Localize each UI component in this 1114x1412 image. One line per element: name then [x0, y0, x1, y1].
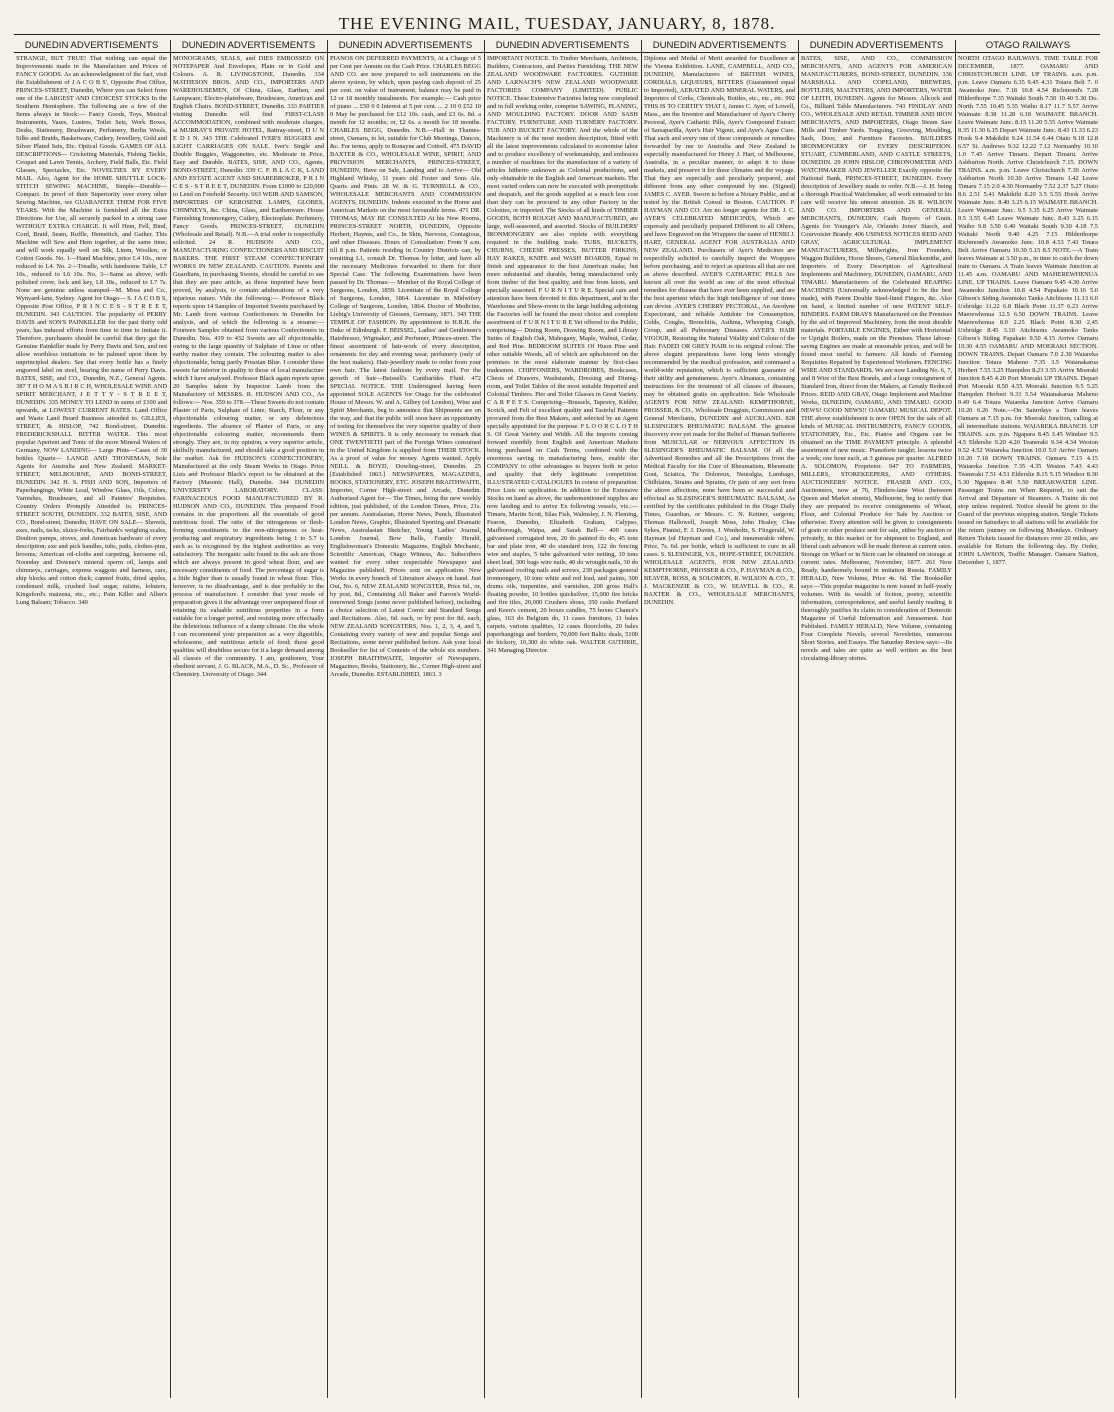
column-heading: OTAGO RAILWAYS [985, 40, 1071, 51]
heading-rule [14, 52, 1100, 53]
column-text: IMPORTANT NOTICE. To Timber Merchants, Architects, Builders, Contractors, and Parties Furnishing. THE NEW ZEALAND WOODWARE FACTORIES. GUTHRIE AND LARNACH'S NEW ZEALAND WOODWARE FACTORIES COMPANY (LIMITED). PUBLIC NOTICE. These Extensive Factories being now completed and in full working order, comprise SAWING, PLANING, AND MOULDING FACTORY. DOOR AND SASH FACTORY. FURNITURE AND TURNERY FACTORY. TUB AND BUCKET FACTORY. And the whole of the Machinery is of the most modern description, fitted with all the latest improvements calculated to economise labor and to produce excellency of workmanship, and embraces a number of machines for the manufacture of a variety of articles hitherto unknown as Colonial productions, and only obtainable in the English and American markets. The most varied orders can now be executed with promptitude and despatch, and the goods supplied at a much less cost than they can be procured in any other Factory in the Colonies, or imported. The Stocks of all kinds of TIMBER GOODS, BOTH ROUGH AND MANUFACTURED, are large, well-seasoned, and assorted. Stocks of BUILDERS' IRONMONGERY are also replete with everything required in the building trade. TUBS, BUCKETS, CHURNS, CHEESE PRESSES, BUTTER FIRKINS, HAY RAKES, KNIFE and WASH BOARDS, Equal in finish and appearance to the best American make, but more substantial and durable, being manufactured only from timber of the best quality, and free from knots, and specially seasoned. F U R N I T U R E. Special care and attention have been devoted to this department, and in the Warehouse and Show-room in the large building adjoining the Factories will be found the most choice and complete assortment of F U R N I T U R E Yet offered to the Public, comprising— Dining Room, Drawing Room, and Library Suites of English Oak, Mahogany, Maple, Walnut, Cedar, and Red Pine. BEDROOM SUITES Of Huon Pine and other suitable Woods, all of which are upholstered on the premises in the most elaborate manner by first-class tradesmen. CHIFFONIERS, WARDROBES, Bookcases, Chests of Drawers, Washstands, Dressing and Dining-room, and Toilet Tables of the most suitable Imported and Colonial Timbers. Pier and Toilet Glasses in Great Variety. C A R P E T S. Comprising—Brussels, Tapestry, Kidder, Scotch, and Felt of excellent quality and Tasteful Patterns procured from the Best Makers, and selected by an Agent specially appointed for the purpose. F L O O R C L O T H S. Of Great Variety and Width. All the imports coming forward monthly from English and American Markets being purchased on Cash Terms, combined with the enormous saving in manufacturing here, enable the COMPANY to offer advantages to buyers both in price and quality that defy legitimate competition. ILLUSTRATED CATALOGUES In course of preparation. Price Lists on application. In addition to the Extensive Stocks on hand as above, the undermentioned supplies are now landing and to arrive Ex following vessels, viz.:— Timaru, Martin Scott, Silas Fish, Walmsley, J. N. Fleming, Fearon, Dunedin, Elizabeth Graham, Calypso, Marlborough, Waipa, and Sarah Bell— 400 cases galvanised corrugated iron, 20 do painted do do, 45 tons bar and plate iron, 40 do standard iron, 122 do fencing wire and staples, 5 tube galvanised wire netting, 10 tons sheet lead, 300 bags wire nails, 40 do wrought nails, 30 do galvanised roofing nails and screws, 230 packages general ironmongery, 10 tons white and red lead, and paints, 300 drums oils, turpentine, and varnishes, 200 gross Hall's floating powder, 10 bottles quicksilver, 15,000 fire bricks and fire tiles, 20,000 Crushers shoes, 350 casks Portland and Keen's cement, 20 boxes candles, 75 boxes Chance's glass, 163 do Belgium do, 11 cases furniture, 11 bales carpets, various qualities, 12 cases floorcloths, 20 bales paperhangings and borders, 70,000 feet Baltic deals, 5100 do hickory, 10,300 do white oak. WALTER GUTHRIE, 341 Managing Director. [487, 55, 638, 654]
column-heading: DUNEDIN ADVERTISEMENTS [24, 40, 159, 51]
column-1 [14, 40, 169, 1396]
column-heading: DUNEDIN ADVERTISEMENTS [652, 40, 787, 51]
column-7 [956, 40, 1100, 1396]
column-text: BATES, SISE, AND CO., COMMISSION MERCHANTS, AND AGENTS FOR AMERICAN MANUFACTURERS, BOND-STREET, DUNEDIN. 336 MARSHALL AND COPELAND, BREWERS, BOTTLERS, MALTSTERS, AND IMPORTERS, WATER OF LEITH, DUNEDIN. Agents for Messrs. Allcock and Co., Billiard Table Manufacturers. 743 FINDLAY AND CO., WHOLESALE AND RETAIL TIMBER AND IRON MERCHANTS, AND IMPORTERS, Otago Steam Saw Mills and Timber Yards. Tonguing, Grooving, Moulding, Sash, Door, and Furniture Factories. BUILDERS IRONMONGERY OF EVERY DESCRIPTION. STUART, CUMBERLAND, AND CASTLE STREETS, DUNEDIN. 29 JOHN HISLOP, CHRONOMETER AND WATCHMAKER AND JEWELLER Exactly opposite the National Bank, PRINCES-STREET, DUNEDIN. Every description of Jewellery made to order. N.B.—J. H. being a thorough Practical Watchmaker, all work entrusted to his care will receive his utmost attention. 26 R. WILSON AND CO. IMPORTERS AND GENERAL MERCHANTS, DUNEDIN. Cash Buyers of Grain. Agents for Younger's Ale, Orlando Jones' Starch, and Courvoisier Brandy. 406 USINESS NOTICES REID AND GRAY, AGRICULTURAL IMPLEMENT MANUFACTURERS, Millwrights, Iron Founders, Waggon Builders, Horse Shoers, General Blacksmiths, and Importers of Every Description of Agricultural Implements and Machinery, DUNEDIN, OAMARU, AND TIMARU. Manufacturers of the Celebrated REAPING MACHINES (Universally acknowledged to be the best made), with Patent Double Steel-lined Fingers, &c. Also on hand, a limited number of new PATENT SELF-BINDERS. FARM DRAYS Manufactured on the Premises by the aid of Improved Machinery, from the most durable materials. PORTABLE ENGINES, Either with Horizontal or Upright Boilers, made on the Premises. These labour-saving Engines are made at reasonable prices, and will be found most useful to farmers. All kinds of Farming Requisites Repaired by Experienced Workmen. FENCING WIRE AND STANDARDS. We are now Landing No. 6, 7, and 8 Wire of the Best Brands, and a large consignment of Standard Iron, direct from the Makers, at Greatly Reduced Prices. REID AND GRAY, Otago Implement and Machine Works, DUNEDIN, OAMARU, AND TIMARU. GOOD NEWS! GOOD NEWS!! OAMARU MUSICAL DEPOT. THE above establishment is now OPEN for the sale of all kinds of MUSICAL INSTRUMENTS, FANCY GOODS, STATIONERY, Etc., Etc. Pianos and Organs can be obtained on the TIME PAYMENT principle. A splendid assortment of new music. Pianoforte taught; lessons twice a week; one hour each, at 3 guineas per quarter. ALFRED A. SOLOMON, Proprietor. 947 TO FARMERS, MILLERS, STOREKEEPERS, AND OTHERS. AUCTIONEERS' NOTICE. FRASER AND CO., Auctioneers, now at 76, Flinders-lane West (between Queen and Market streets), Melbourne, beg to notify that they are prepared to receive consignments of Wheat, Flour, and Colonial Produce for Sale by Auction or otherwise. Every attention will be given to consignments of grain or other produce sent for sale, either by auction or privately, in this market or for shipment to England, and liberal cash advances will be made thereon at current rates. Storage on Wharf or in Store can be obtained on storage at current rates. Melbourne, November, 1877. 261 Now Ready, handsomely bound in imitation Russia. FAMILY HERALD, New Volume, Price 4s. 6d. The Bookseller says:—This popular magazine is now issued in half-yearly volumes. With its wealth of fiction, poetry, scientific information, correspondence, and useful family reading, it thoroughly justifies its claim to consideration of Domestic Magazine of Useful Information and Amusement. Just Published. FAMILY HERALD, New Volume, containing Four Complete Novels, several Novelettes, numerous Short Stories, and Essays. The Saturday Review says:—Its novels and tales are quite as well written as the best circulating-library stories. [801, 55, 952, 662]
column-4 [485, 40, 640, 1396]
column-5 [642, 40, 797, 1396]
column-heading: DUNEDIN ADVERTISEMENTS [181, 40, 316, 51]
column-heading: DUNEDIN ADVERTISEMENTS [495, 40, 630, 51]
column-6 [799, 40, 954, 1396]
column-text: Diploma and Medal of Merit awarded for Excellence at the Vienna Exhibition. LANE, CAMPBELL, AND CO., DUNEDIN, Manufacturers of BRITISH WINES, CORDIALS, LIQUEURS, BITTERS (Guaranteed equal to Imported), AERATED AND MINERAL WATERS, and Importers of Corks, Chemicals, Bottles, etc., etc., etc. 992 THIS IS TO CERTIFY THAT I, James C. Ayer, of Lowell, Mass., am the Inventor and Manufacturer of Ayer's Cherry Pectoral, Ayer's Cathartic Pills, Ayer's Compound Extract of Sarsaparilla, Ayer's Hair Vigour, and Ayer's Ague Cure. That each and every one of these compounds or remedies forwarded by me to Australia and New Zealand is especially manufactured for Henry J. Hart, of Melbourne, Australia, in a peculiar manner, to adapt it to these markets, and preserve it for these climates and the voyage. That they are especially and peculiarly prepared, and different from any other compound by me. (Signed) JAMES C. AYER. Sworn to before a Notary Public, and at tested by the British Consul in Boston. CAUTION. P. HAYMAN AND CO. Are no longer agents for DR. J. C. AYER'S CELEBRATED MEDICINES, Which are expressly and peculiarly prepared Different to all Others, and have Engraved on the Wrappers the name of HENRI J. HART, GENERAL AGENT FOR AUSTRALIA AND NEW ZEALAND. Purchasers of Ayer's Medicines are respectfully solicited to carefully inspect the Wrappers before purchasing, and to reject as spurious all that are not as above described. AYER'S CATHARTIC PILLS Are known all over the world as one of the most effectual remedies for disease that have ever been supplied, and are the best aperient which the high intelligence of our times can devise. AYER'S CHERRY PECTORAL, An Anodyne Expectorant, and reliable Antidote for Consumption, Colds, Coughs, Bronchitis, Asthma, Whooping Cough, Croup, and all Pulmonary Diseases. AYER'S HAIR VIGOUR, Restoring the Natural Vitality and Colour of the Hair. FADED OR GREY HAIR to its original colour. The above elegant preparations have long been strongly recommended by the medical profession, and command a world-wide reputation, which is sufficient guarantee of their utility and genuineness. Ayer's Almanacs, containing instructions for the treatment of all classes of diseases, may be obtained gratis on application. Sole Wholesale AGENTS FOR NEW ZEALAND: KEMPTHORNE, PROSSER, & CO., Wholesale Druggists, Commission and General Merchants, DUNEDIN and AUCKLAND. 828 SLESINGER'S RHEUMATIC BALSAM. The greatest discovery ever yet made for the Relief of Human Sufferers from MUSCULAR or NERVOUS AFFECTION IS SLESINGER'S RHEUMATIC BALSAM. Of all the Advertised Remedies and all the Prescriptions from the Medical Faculty for the Cure of Rheumatism, Rheumatic Gout, Sciatica, Tic Doloreux, Neuralgia, Lumbago, Chilblains, Strains and Sprains, Or pain of any sort from the above affections, none have been so successful and effectual as SLESINGER'S RHEUMATIC BALSAM, As certified by the certificates published in the Otago Daily Times, Guardian, or Messrs. C. N. Kettner, surgeon; Thomas Hallowell, Joseph Moss, John Healey, Chas Sykes, Pianist; F. J. Davies, J. Wenholtz, S. Fitzgerald, W. Hayman (of Hayman and Co.), and innumerable others. Price, 7s. 6d. per bottle, which is sufficient to cure in all cases. S. SLESINGER, V.S., HOPE-STREET, DUNEDIN. WHOLESALE AGENTS, FOR NEW ZEALAND: KEMPTHORNE, PROSSER & CO., P. HAYMAN & CO., BEAVER, ROSS, & SOLOMON, R. WILSON & CO., T. J. MACKENZIE & CO., W. SEAVELL & CO., R. BAXTER & CO., WHOLESALE MERCHANTS, DUNEDIN. [644, 55, 795, 606]
column-text: PIANOS ON DEFERRED PAYMENTS, At a Charge of 5 per Cent per Annum on the Cash Price. CHARLES BEGG AND CO. are now prepared to sell instruments on the above system, by which, upon paying cash deposit of 25 per cent. on value of instrument, balance may be paid in 12 or 18 monthly instalments. For example:— Cash price of piano ... £50 0 0 Interest at 5 per cent. ... 2 10 0 £52 10 0 May be purchased for £12 10s. cash, and £3 6s. 8d. a month for 12 months; or, £2 6s. a month for 18 months. CHARLES BEGG, Dunedin. N.B.—Hall in Thames-street, Oamaru, to let, suitable for Club Meetings, Dances, &c. For terms, apply to Ronayne and Cottrell. 475 DAVID BAXTER & CO., WHOLESALE WINE, SPIRIT, AND PROVISION MERCHANTS, PRINCES-STREET, DUNEDIN, Have on Sale, Landing and to Arrive— Old Highland Whisky, 11 years old Foster and Sons Ale, Quarts and Pints. 28 W. & G. TURNBULL & CO., WHOLESALE MERCHANTS AND COMMISSION AGENTS, DUNEDIN. Indents executed in the Home and American Markets on the most favourable terms. 471 DR. THOMAS, MAY BE CONSULTED At his New Rooms, PRINCES-STREET NORTH, DUNEDIN, Opposite Herbert, Haynes, and Co., In Skin, Nervous, Contagious, and other Diseases. Hours of Consultation: From 9 a.m. till 8 p.m. Patients residing in Country Districts can, by remitting L1, consult Dr. Thomas by letter, and have all the necessary Medicines forwarded to them for their Special Case. The following Examinations have been passed by Dr. Thomas:— Member of the Royal College of Surgeons, London, 1859. Licentiate of the Royal College of Surgeons, London, 1864. Licentiate in Midwifery College of Surgeons, London, 1864. Doctor of Medicine, Liebig's University of Giessen, Germany, 1871. 343 THE TEMPLE OF FASHION. By appointment to H.R.H. the Duke of Edinburgh. F. BEISSEL, Ladies' and Gentlemen's Hairdresser, Wigmaker, and Perfumer, Princes-street. The finest assortment of hair-work of every description, ornaments for day and evening wear, perfumery (only of the best makers). Hair-jewellery made to order from your own hair. The latest fashions by every mail. For the growth of hair—Beissell's Cantharides Fluid. 472 SPECIAL NOTICE. THE Undersigned having been appointed SOLE AGENTS for Otago for the celebrated House of Messrs. W. and A. Gilbey (of London), Wine and Spirit Merchants, beg to announce that Shipments are on the way, and that the public will soon have an opportunity of testing for themselves the very superior quality of their WINES & SPIRITS. It is only necessary to remark that ONE TWENTIETH part of the Foreign Wines consumed in the United Kingdom is supplied from THEIR STOCK. As a proof of value for money. Agents wanted. Apply NEILL & BOYD, Dowling-street, Dunedin. 25 [Established 1863.] NEWSPAPERS, MAGAZINES, BOOKS, STATIONERY, ETC. JOSEPH BRAITHWAITE, Importer, Corner High-street and Arcade, Dunedin. Authorised Agent for— The Times, being the new weekly edition, just published, of the London Times, Price, 21s. per annum. Australasian, Home News, Punch, Illustrated London News, Graphic, Illustrated Sporting and Dramatic News, Australasian Sketcher, Young Ladies' Journal, London Journal, Bow Bells, Family Herald, Englishwoman's Domestic Magazine, English Mechanic, Scientific American, Otago Witness, &c. Subscribers wanted for every other respectable Newspaper and Magazine published. Prices sent on application. New Works in every branch of Literature always on hand. Just Out, No. 6, NEW ZEALAND SONGSTER, Price 6d., or, by post, 8d., Containing All Baker and Farron's World-renowned Songs (some never published before), including a choice selection of Latest Comic and Standard Songs and Recitations. Also, 6d. each, or by post for 8d. each, NEW ZEALAND SONGSTERS, Nos. 1, 2, 3, 4, and 5, Containing every variety of new and popular Songs and Recitations, some never published before. Ask your local Bookseller for list of Contents of the whole six numbers. JOSEPH BRAITHWAITE, Importer of Newspapers, Magazines, Books, Stationery, &c., Corner High-street and Arcade, Dunedin. ESTABLISHED, 1863. 3 [330, 55, 481, 678]
column-3 [328, 40, 483, 1396]
column-text: MONOGRAMS, SEALS, and DIES EMBOSSED ON NOTEPAPER And Envelopes, Plain or in Gold and Colours. A. R. LIVINGSTONE, Dunedin. 334 MATHESON BROS. AND CO., IMPORTERS AND WAREHOUSEMEN, Of China, Glass, Earthen, and Lampware; Electro-platedware, Brushware, American and English Chairs. BOND-STREET, Dunedin. 333 PARTIES visiting Dunedin will find FIRST-CLASS ACCOMMODATION, combined with moderate charges, at MURRAY'S PRIVATE HOTEL, Rattray-street, D U N E D I N. 343 THE Celebrated IVER'S BUGGIES and LIGHT CARRIAGES ON SALE. Iver's Single and Double Buggies, Waggonettes, etc. Moderate in Price, Easy and Durable. BATES, SISE, AND CO., Agents, BOND-STREET, Dunedin. 339 C. F. B L A C K, LAND AND ESTATE AGENT AND SHAREBROKER, P R I N C E S - S T R E E T, DUNEDIN. From £1000 to £20,000 to Lend on Freehold Security. 663 WEIR AND SAMSON, IMPORTERS OF KEROSENE LAMPS, GLOBES, CHIMNEYS, &c. China, Glass, and Earthenware. House Furnishing Ironmongery, Cutlery, Electroplate. Perfumery, Fancy Goods. PRINCES-STREET, DUNEDIN (Wholesale and Retail). N.B.—A trial order is respectfully solicited. 24 R. HUDSON AND CO., MANUFACTURING CONFECTIONERS AND BISCUIT BAKERS. THE FIRST STEAM CONFECTIONERY WORKS IN NEW ZEALAND. CAUTION. Parents and Guardians, in purchasing Sweets, should be careful to see that they are pure article, as those imported have been proved, by analysis, to contain adulterations of a very injurious nature. Vide the following:— Professor Black reports upon 14 Samples of Imported Sweets purchased by Mr. Lamb from various Confectioners in Dunedin for analysis, and of which the following is a resume:— Fourteen Samples obtained from various Confectioners in Dunedin. Nos. 419 to 432 Sweets are all objectionable, owing to the large quantity of Sulphate of Lime or other earthy matter they contain. The colouring matter is also objectionable, being partly Prussian Blue. I consider these sweets far inferior in quality to those of local manufacture which I have analysed. Professor Black again reports upon 20 Samples taken by Inspector Lamb from the Manufactory of MESSRS. R. HUDSON AND CO., As follows:— Nos. 359 to 378.—These Sweets do not contain Plaster of Paris, Sulphate of Lime, Starch, Flour, or any objectionable colouring matter, or any deleterious ingredients. The absence of Plaster of Paris, or any objectionable colouring matter, recommends them strongly. They are, in my opinion, a very superior article, skilfully manufactured, and should take a good position in the market. Ask for HUDSON'S CONFECTIONERY, Manufactured at the only Steam Works in Otago. Price Lists and Professor Black's report to be obtained at the Factory (Masonic Hall), Dunedin. 344 DUNEDIN UNIVERSITY LABORATORY. CLASS: FARINACEOUS FOOD MANUFACTURED BY R. HUDSON AND CO., DUNEDIN. This prepared Food contains in due proportions all the essentials of good nutritious food. The ratio of the nitrogenous or flesh-forming constituents to the non-nitrogenous or heat-producing and respiratory ingredients being 1 to 5.7 is such as is recognised by the highest authorities as very satisfactory. The inorganic salts found in the ash are those which are always present in good wheat flour, and are necessary constituents of food. The percentage of sugar is a little higher than is usually found in wheat flour. This, however, is no disadvantage, and is due probably to the process of manufacture. I consider that your mode of preparation gives it the advantage over unprepared flour of retaining its valuable nutritious properties in a form suitable for a longer period, and resisting more effectually the deleterious influence of a damp climate. On the whole I can recommend your preparation as a very digestible, wholesome, and nutritious article of food; these good qualities will doubtless secure for it a large demand among all classes of the community. I am, gentlemen, Your obedient servant, J. G. BLACK, M.A., D. Sc., Professor of Chemistry. University of Otago. 344 [173, 55, 324, 678]
column-heading: DUNEDIN ADVERTISEMENTS [809, 40, 944, 51]
column-text: STRANGE, BUT TRUE! That nothing can equal the Improvements made in the Manufacture and Prices of FANCY GOODS. As an acknowledgment of the fact, visit the Establishment of J A C O B S', Opposite Post Office, PRINCES-STREET, Dunedin, Where you can Select from one of the LARGEST AND CHOICEST STOCKS In the Southern Hemisphere. The following are a few of the Items always in Stock:— Fancy Goods, Toys, Musical Instruments, Vases, Lustres, Toilet Sets, Work Boxes, Desks, Stationery, Brushware, Perfumery, Berlin Wools, Silks and Braids, Basketware, Cutlery, Jewellery, Gold and Silver Plated Sets, Etc. Optical Goods. GAMES OF ALL DESCRIPTIONS— Cricketing Materials, Fishing Tackle, Croquet and Lawn Tennis, Archery, Field Balls, Etc. Field Glasses, Spectacles, Etc. NOVELTIES BY EVERY MAIL. Also, Agent for the HOME SHUTTLE LOCK-STITCH SEWING MACHINE, Simple—Durable—Compact. In proof of their Superiority over every other Sewing Machine, we GUARANTEE THEM FOR FIVE YEARS. With the Machine is furnished all the Extra Directions for Use, all securely packed in a strong case WITHOUT EXTRA CHARGE. It will Hem, Fell, Bind, Cord, Braid, Seam, Ruffle, Hemstitch, and Gather. This Machine will Sew and Hem together, at the same time; and will work equally well on Silk, Linen, Woollen, or Cotton Goods. No. 1—Hand Machine, price L4 10s., now reduced to L4. No. 2—Treadle, with handsome Table, L7 10s., reduced to L6 10s. No. 3—Same as above, with polished cover, lock and key, L8 10s., reduced to L7 7s. None are genuine unless stamped—M. Moss and Co., Wynyard-lane, Sydney. Agent for Otago— S. J A C O B S, Opposite Post Office, P R I N C E S - S T R E E T, DUNEDIN. 343 CAUTION. The popularity of PERRY DAVIS and SON'S PAINKILLER for the past thirty odd years, has induced efforts from time to time to imitate it. Therefore, purchasers should be careful that they get the Genuine Painkiller made by Perry Davis and Son, and not allow worthless imitations to be palmed upon them by unprincipled dealers. See that every bottle has a finely engraved label on steel, bearing the name of Perry Davis. BATES, SISE, and CO., Dunedin, N.Z., General Agents. 387 T H O M A S B I R C H, WHOLESALE WINE AND SPIRIT MERCHANT, J E T T Y - S T R E E T, DUNEDIN. 335 MONEY TO LEND in sums of £100 and upwards, at LOWEST CURRENT RATES. Land Office and Waste Land Board Business attended to. GILLIES, STREET, & HISLOP, 742 Bond-street, Dunedin. FREDERICKSHALL BITTER WATER. This most popular Aperient and Tonic of the more Mineral Waters of Germany, NOW LANDING— Large Pints—Cases of 30 bottles Quarts— LANGE AND THONEMAN, Sole Agents for Australia and New Zealand. MARKET-STREET, MELBOURNE, AND BOND-STREET, DUNEDIN. 342 H. S. FISH AND SON, Importers of Paperhangings, White Lead, Window Glass, Oils, Colors, Varnishes, Brushware, and all Painters' Requisites. Country Orders Promptly Attended to. PRINCES-STREET SOUTH, DUNEDIN. 332 BATES, SISE, AND CO., Bond-street, Dunedin, HAVE ON SALE— Shovels, axes, nails, tacks, sluice-forks, Fairbank's weighing scales, Doulton pumps, stoves, and American hardware of every description; axe and pick handles, tubs, pails, clothes-pins, brooms; American oil-cloths and carpeting, kerosene oil, Noonday and Downer's mineral sperm oil, lamps and chimneys, carriages, express waggons and harness, cars, ship blocks and cotton duck; canned fruits, dried apples, condensed milk, crushed loaf sugar, raisins, lobsters, Kingsford's maizena, etc., etc.; Pain Killer and Allen's Lung Balsam; Tobacco. 340 [16, 55, 167, 606]
masthead-rule [14, 34, 1100, 35]
column-heading: DUNEDIN ADVERTISEMENTS [338, 40, 473, 51]
column-text: NORTH OTAGO RAILWAYS. TIME TABLE FOR DECEMBER, 1877. OAMARU AND CHRISTCHURCH LINE. UP TRAINS. a.m. p.m. p.m. Leave Oamaru 6.35 9.45 4.31 Totara Belt 7. 0 Awamoko Junc. 7.18 10.8 4.54 Richmond's 7.28 Hilderthorpe 7.35 Waitaki South 7.50 10.40 5.30 Do. North 7.55 10.45 5.35 Waiho 8.17 11.7 5.57 Arrive Waimate 8.38 11.28 6.18 WAIMATE BRANCH. Leave Waimate Junc. 8.15 11.20 5.55 Arrive Waimate 8.35 11.30 6.15 Depart Waimate Junc. 8.43 11.33 6.23 Hook 9.4 Makikihi 9.24 11.54 6.44 Otaio 9.18 12.8 6.57 St. Andrews 9.32 12.22 7.12 Normanby 10.10 1.0 7.45 Arrive Timaru. Depart Timaru. Arrive Ashburton North. Arrive Christchurch 7.15. DOWN TRAINS. a.m. p.m. Leave Christchurch 7.30 Arrive Ashburton North 10.30 Arrive Timaru 1.42 Leave Timaru 7.15 2.0 4.30 Normanby 7.52 2.37 5.27 Otaio 8.6 2.51 5.41 Makikihi 8.20 3.5 5.55 Hook Arrive Waimate Junc. 8.40 3.25 6.15 WAIMATE BRANCH. Leave Waimate Junc. 9.5 3.35 6.25 Arrive Waimate 9.5 3.55 6.45 Leave Waimate Junc. 8.43 3.25 6.15 Waiho 9.8 3.50 6.40 Waitaki South 9.30 4.18 7.5 Waitaki North 9.40 4.25 7.15 Hilderthorpe Richmond's Awamoko Junc. 10.8 4.53 7.43 Totara Belt Arrive Oamaru 10.30 5.15 8.5 NOTE.—A Train leaves Waimate at 3.50 p.m., in time to catch the down train to Oamaru. A Train leaves Waimate Junction at 11.45 a.m. OAMARU AND MAHEREWHENUA LINE. UP TRAINS. Leave Oamaru 9.45 4.30 Arrive Awamoko Junction 10.8 4.54 Papakaio 10.16 5.0 Gibson's Siding Awamoko Tanks Aitchisons 11.13 6.0 Uxbridge 11.22 6.8 Black Point 11.37 6.23 Arrive Maerewhenua 12.5 6.50 DOWN TRAINS. Leave Maerewhenua 8.0 2.25 Black Point 8.30 2.45 Uxbridge 8.45 3.10 Aitchisons Awamoko Tanks Gibson's Siding Papakaio 9.50 4.15 Arrive Oamaru 10.30 4.55 OAMARU AND MOERAKI SECTION. DOWN TRAINS. Depart Oamaru 7.0 2.30 Waiareka Junction Totara Maheno 7.35 3.5 Waianakarua Herbert 7.55 3.25 Hampden 8.23 3.55 Arrive Moeraki Junction 8.45 4.20 Port Moeraki UP TRAINS. Depart Port Moeraki 8.50 4.55 Moeraki Junction 9.5 5.25 Hampden Herbert 9.33 5.54 Waianakarua Maheno 9.49 6.4 Totara Waiareka Junction Arrive Oamaru 10.20 6.26 Note.—On Saturdays a Train leaves Oamaru at 7.15 p.m. for Moeraki Junction, calling at all intermediate stations. WAIAREKA BRANCH. UP TRAINS. a.m. p.m. Ngapara 8.45 3.45 Windsor 9.5 4.5 Elderslie 9.20 4.20 Teaneraki 9.34 4.34 Weston 9.52 4.52 Waiareka Junction 10.0 5.0 Arrive Oamaru 10.20 7.18 DOWN TRAINS. Oamaru 7.15 4.15 Waiareka Junction 7.35 4.35 Weston 7.43 4.43 Teaneraki 7.51 4.51 Elderslie 8.15 5.15 Windsor 8.30 5.30 Ngapara 8.40 5.50 BREAKWATER LINE. Passenger Trains run When Required, to suit the Arrival and Departure of Steamers. A Trains do not stop unless required. Notice should be given to the Guard of the previous stopping station. Single Tickets issued on Saturdays to all stations will be available for the return journey on following Mondays. Ordinary Return Tickets issued for distances over 20 miles, are available for Return the following day. By Order, JOHN LAWSON, Traffic Manager. Oamaru Station, December 1, 1877. [958, 55, 1098, 566]
column-2 [171, 40, 326, 1396]
masthead: THE EVENING MAIL, TUESDAY, JANUARY, 8, 1878. [338, 14, 776, 33]
